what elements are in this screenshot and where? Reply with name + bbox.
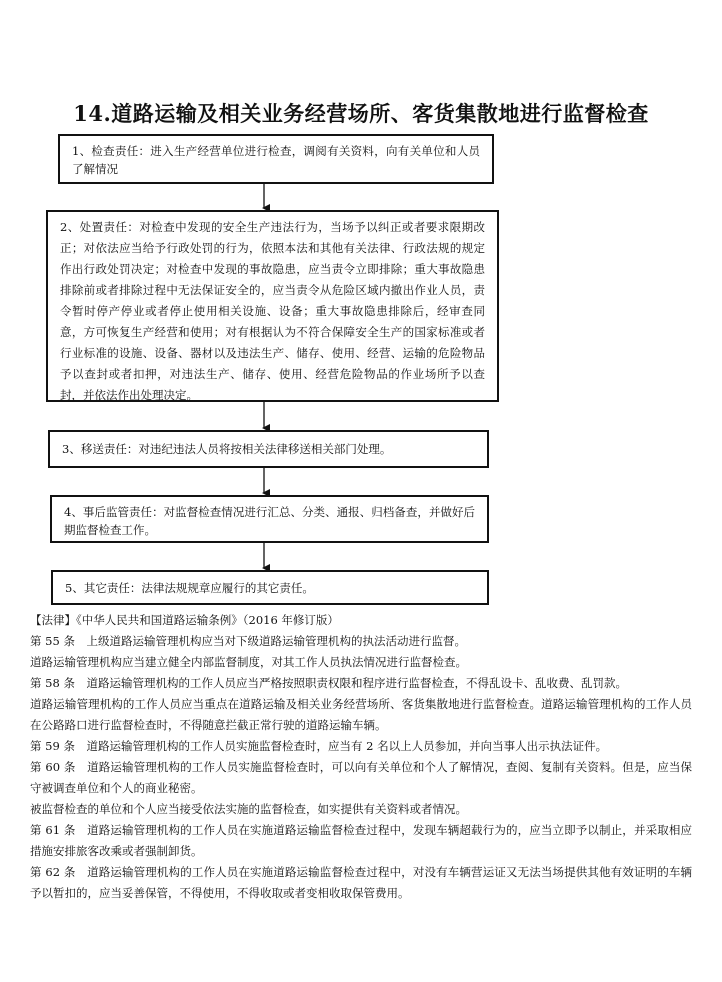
law-paragraph: 道路运输管理机构的工作人员应当重点在道路运输及相关业务经营场所、客货集散地进行监督检查。道路运输管理机构的工作人员在公路路口进行监督检查时，不得随意拦截正常行驶的道路运输车辆。	[30, 697, 692, 732]
law-heading: 【法律】《中华人民共和国道路运输条例》（2016 年修订版）	[30, 613, 339, 627]
law-article-55: 第 55 条 上级道路运输管理机构应当对下级道路运输管理机构的执法活动进行监督。	[30, 634, 466, 648]
law-paragraph: 道路运输管理机构应当建立健全内部监督制度，对其工作人员执法情况进行监督检查。	[30, 655, 467, 669]
law-article-59: 第 59 条 道路运输管理机构的工作人员实施监督检查时，应当有 2 名以上人员参加，并向当事人出示执法证件。	[30, 739, 608, 753]
step-other-box	[51, 570, 489, 605]
law-article-58: 第 58 条 道路运输管理机构的工作人员应当严格按照职责权限和程序进行监督检查，不得乱设卡、乱收费、乱罚款。	[30, 676, 627, 690]
law-article-61: 第 61 条 道路运输管理机构的工作人员在实施道路运输监督检查过程中，发现车辆超载行为的，应当立即予以制止，并采取相应措施安排旅客改乘或者强制卸货。	[30, 823, 692, 858]
law-paragraph: 被监督检查的单位和个人应当接受依法实施的监督检查，如实提供有关资料或者情况。	[30, 802, 467, 816]
law-article-60: 第 60 条 道路运输管理机构的工作人员实施监督检查时，可以向有关单位和个人了解情况，查阅、复制有关资料。但是，应当保守被调查单位和个人的商业秘密。	[30, 760, 692, 795]
page-title: 14.道路运输及相关业务经营场所、客货集散地进行监督检查	[73, 101, 649, 126]
step-inspection-text: 1、检查责任：进入生产经营单位进行检查，调阅有关资料，向有关单位和人员了解情况	[72, 144, 480, 176]
law-section	[30, 610, 692, 904]
step-transfer-text: 3、移送责任：对违纪违法人员将按相关法律移送相关部门处理。	[62, 442, 392, 456]
step-inspection-box	[58, 134, 494, 184]
step-transfer-box	[48, 430, 489, 468]
law-article-62: 第 62 条 道路运输管理机构的工作人员在实施道路运输监督检查过程中，对没有车辆营运证又无法当场提供其他有效证明的车辆予以暂扣的，应当妥善保管，不得使用，不得收取或者变相收取保管费用。	[30, 865, 692, 900]
step-post-supervision-text: 4、事后监管责任：对监督检查情况进行汇总、分类、通报、归档备查，并做好后期监督检查工作。	[64, 505, 475, 537]
step-post-supervision-box	[50, 495, 489, 543]
step-disposal-text: 2、处置责任：对检查中发现的安全生产违法行为，当场予以纠正或者要求限期改正；对依法应当给予行政处罚的行为，依照本法和其他有关法律、行政法规的规定作出行政处罚决定；对检查中发现的事故隐患，应当责令立即排除；重大事故隐患排除前或者排除过程中无法保证安全的，应当责令从危险区域内撤出作业人员，责令暂时停产停业或者停止使用相关设施、设备；重大事故隐患排除后，经审查同意，方可恢复生产经营和使用；对有根据认为不符合保障安全生产的国家标准或者行业标准的设施、设备、器材以及违法生产、储存、使用、经营、运输的危险物品予以查封或者扣押，对违法生产、储存、使用、经营危险物品的作业场所予以查封，并依法作出处理决定。	[60, 220, 485, 402]
step-disposal-box	[46, 210, 499, 402]
step-other-text: 5、其它责任：法律法规规章应履行的其它责任。	[65, 581, 314, 595]
